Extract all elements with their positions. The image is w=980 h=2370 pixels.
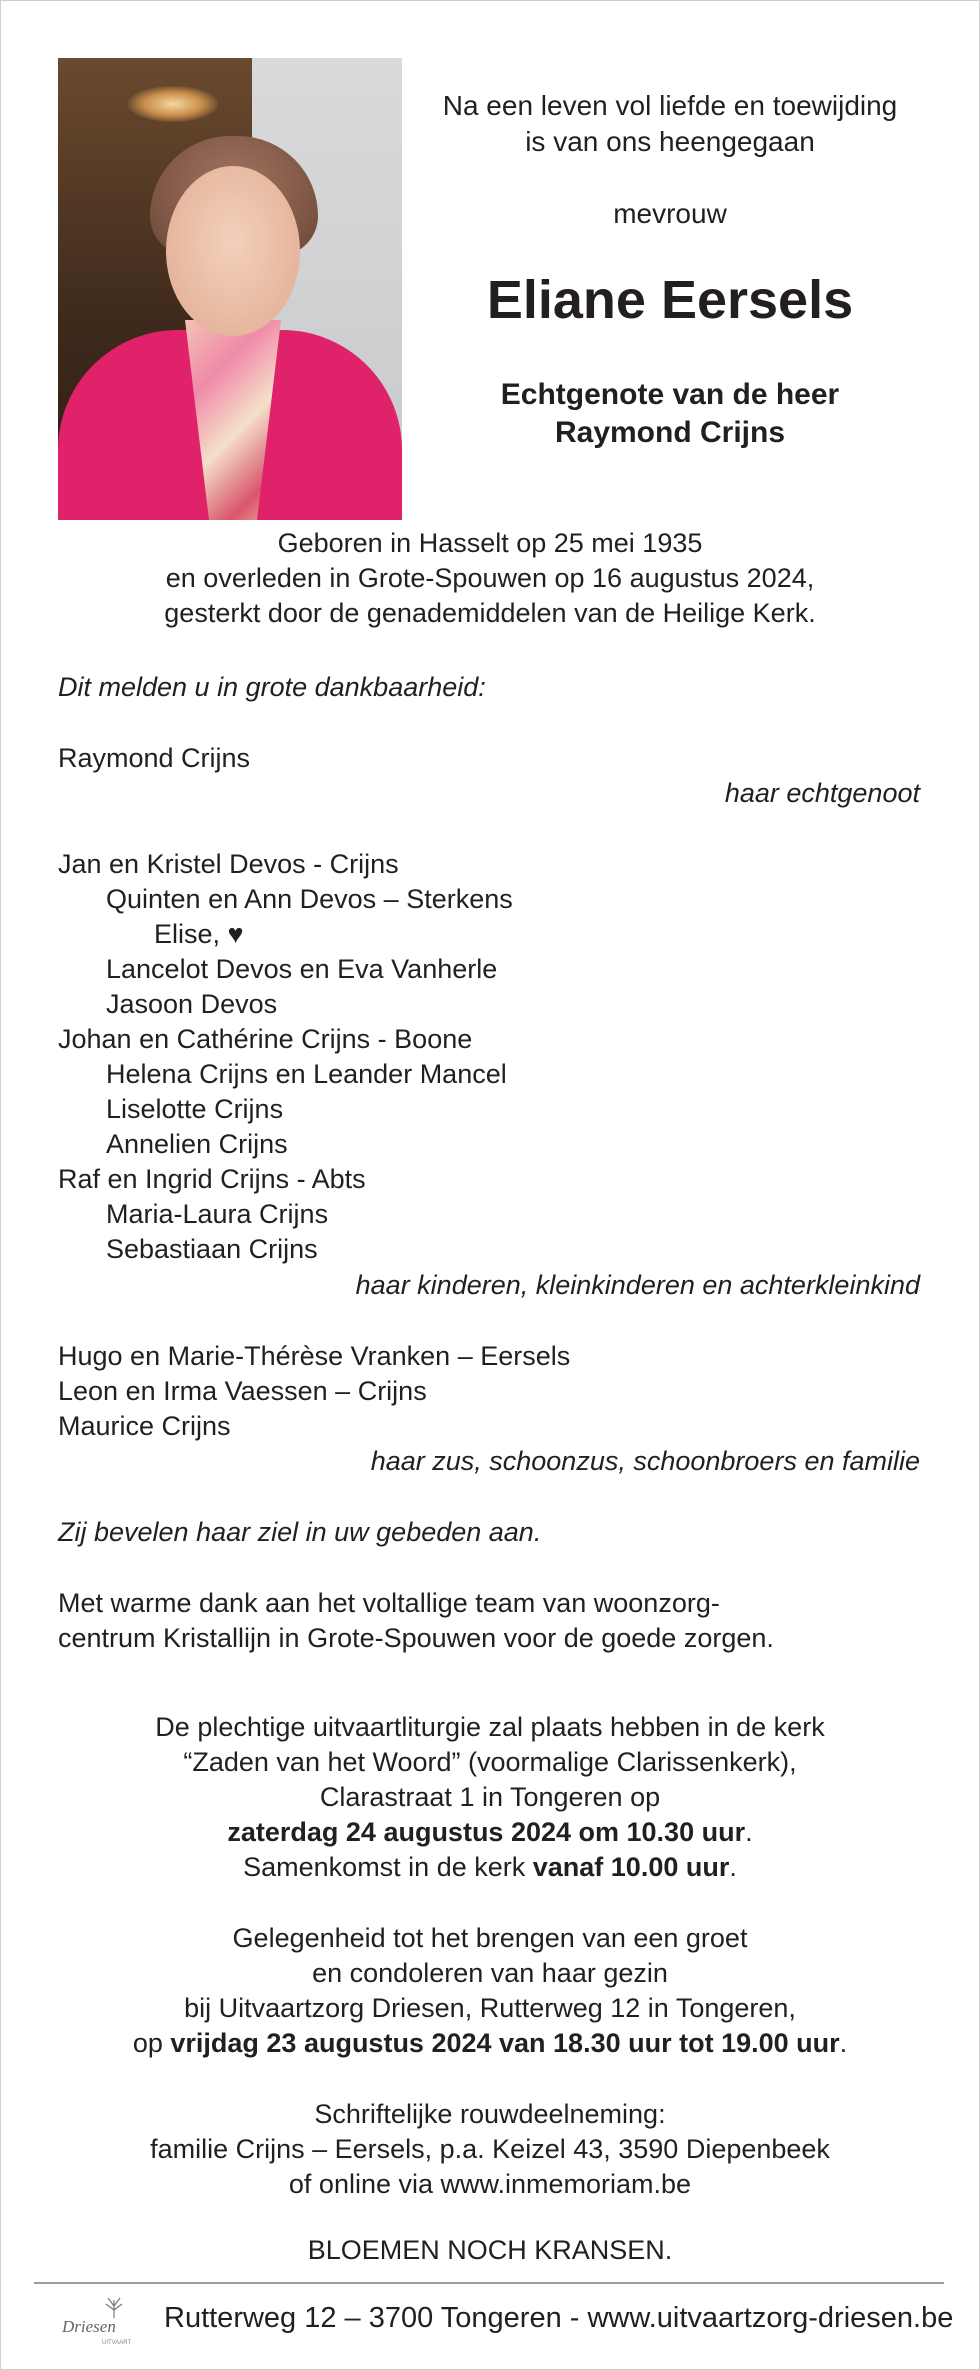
family-line: Jan en Kristel Devos - Crijns [58, 849, 399, 879]
spouse-line-1: Echtgenote van de heer [500, 378, 840, 411]
funeral-date: zaterdag 24 augustus 2024 om 10.30 uur. [227, 1817, 753, 1847]
deceased-name: Eliane Eersels [486, 270, 854, 330]
intro-line-1: Na een leven vol liefde en toewijding [442, 90, 898, 121]
gathering-line: Samenkomst in de kerk vanaf 10.00 uur. [243, 1852, 737, 1882]
announce-line: Dit melden u in grote dankbaarheid: [58, 672, 486, 702]
family-line: Annelien Crijns [106, 1129, 288, 1159]
intro-line-2: is van ons heengegaan [525, 126, 815, 157]
siblings-role: haar zus, schoonzus, schoonbroers en familie [370, 1446, 920, 1476]
funeral-line-1: De plechtige uitvaartliturgie zal plaats hebben in de kerk [155, 1712, 825, 1742]
family-line: Elise, ♥ [154, 919, 244, 949]
spouse-line-2: Raymond Crijns [554, 416, 786, 449]
written-line-3[interactable]: of online via www.inmemoriam.be [288, 2169, 692, 2199]
condolence-time: op vrijdag 23 augustus 2024 van 18.30 uur tot 19.00 uur. [132, 2028, 848, 2058]
svg-text:UITVAART: UITVAART [102, 2340, 132, 2346]
family-line: Hugo en Marie-Thérèse Vranken – Eersels [58, 1341, 571, 1371]
husband-role: haar echtgenoot [724, 778, 920, 808]
thanks-line-1: Met warme dank aan het voltallige team van woonzorg- [58, 1588, 720, 1618]
family-line: Leon en Irma Vaessen – Crijns [58, 1376, 427, 1406]
footer-divider [34, 2282, 944, 2284]
driesen-logo [58, 2292, 144, 2348]
prayer-line: Zij bevelen haar ziel in uw gebeden aan. [58, 1517, 542, 1547]
portrait-photo [58, 58, 402, 520]
thanks-line-2: centrum Kristallijn in Grote-Spouwen voor de goede zorgen. [58, 1623, 774, 1653]
children-role: haar kinderen, kleinkinderen en achterkleinkind [355, 1270, 920, 1300]
svg-text:Driesen: Driesen [62, 2317, 116, 2336]
written-line-2: familie Crijns – Eersels, p.a. Keizel 43, 3590 Diepenbeek [150, 2134, 830, 2164]
family-line: Maria-Laura Crijns [106, 1199, 329, 1229]
family-line: Lancelot Devos en Eva Vanherle [106, 954, 498, 984]
death-line: en overleden in Grote-Spouwen op 16 augustus 2024, [165, 563, 815, 593]
family-line: Johan en Cathérine Crijns - Boone [58, 1024, 473, 1054]
family-line: Liselotte Crijns [106, 1094, 284, 1124]
condolence-line-3: bij Uitvaartzorg Driesen, Rutterweg 12 in Tongeren, [184, 1993, 796, 2023]
birth-line: Geboren in Hasselt op 25 mei 1935 [277, 528, 703, 558]
condolence-line-1: Gelegenheid tot het brengen van een groet [232, 1923, 748, 1953]
family-line: Quinten en Ann Devos – Sterkens [106, 884, 513, 914]
written-line-1: Schriftelijke rouwdeelneming: [314, 2099, 666, 2129]
funeral-line-2: “Zaden van het Woord” (voormalige Clarissenkerk), [183, 1747, 797, 1777]
flowers-line: BLOEMEN NOCH KRANSEN. [307, 2235, 673, 2265]
family-line: Jasoon Devos [106, 989, 278, 1019]
footer-address[interactable]: Rutterweg 12 – 3700 Tongeren - www.uitvaartzorg-driesen.be [164, 2302, 954, 2334]
husband-name: Raymond Crijns [58, 743, 251, 773]
sacrament-line: gesterkt door de genademiddelen van de Heilige Kerk. [164, 598, 816, 628]
condolence-line-2: en condoleren van haar gezin [312, 1958, 668, 1988]
family-line: Raf en Ingrid Crijns - Abts [58, 1164, 366, 1194]
family-line: Sebastiaan Crijns [106, 1234, 318, 1264]
salutation: mevrouw [613, 198, 727, 229]
family-line: Maurice Crijns [58, 1411, 231, 1441]
funeral-line-3: Clarastraat 1 in Tongeren op [319, 1782, 661, 1812]
family-line: Helena Crijns en Leander Mancel [106, 1059, 507, 1089]
